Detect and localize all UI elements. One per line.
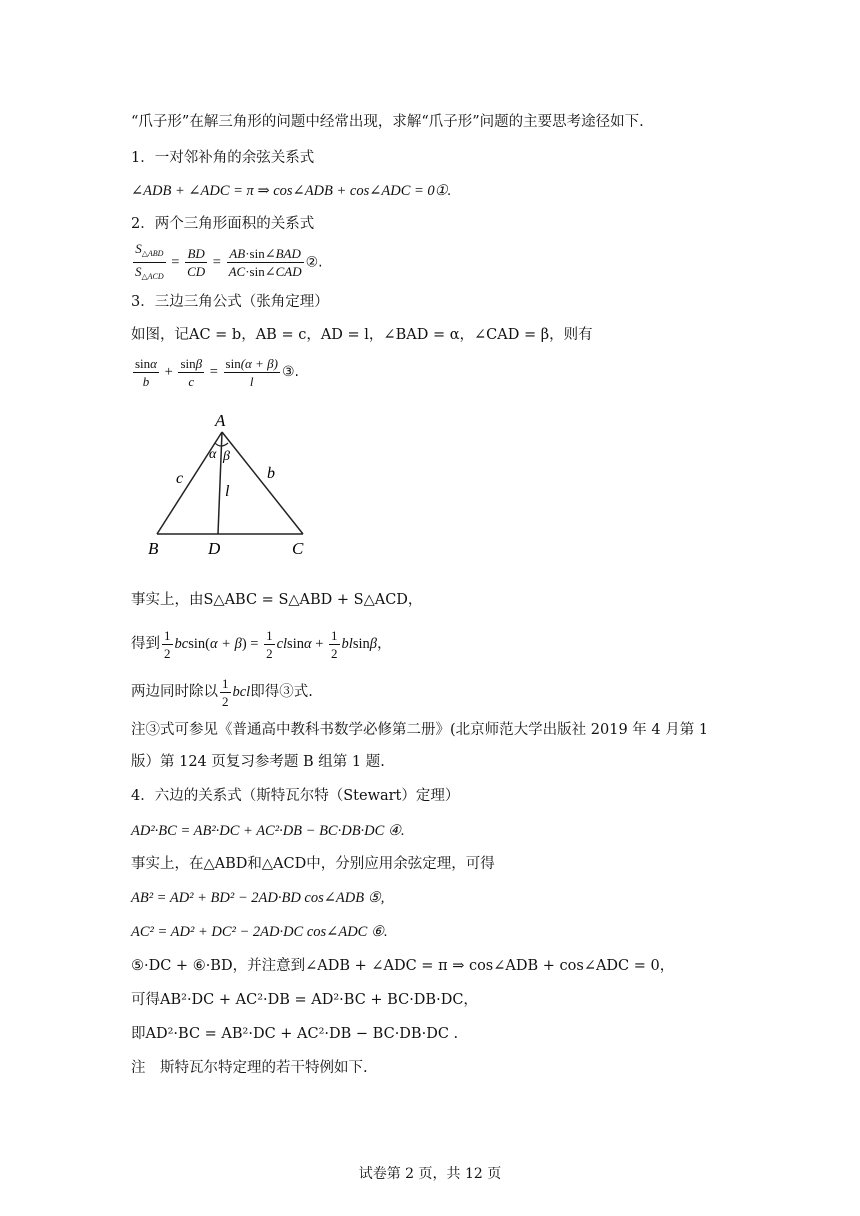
formula-3-tag: ③. [281,364,299,380]
formula-1: ∠ADB + ∠ADC = π ⇒ cos∠ADB + cos∠ADC = 0①. [131,183,452,199]
angle-alpha-label: α [209,447,217,462]
vertex-D-label: D [208,539,221,558]
side-c-label: c [176,470,184,487]
note-line-1: 注③式可参见《普通高中教科书数学必修第二册》(北京师范大学出版社 2019 年 4 月第 1 [131,722,709,738]
proof-line-3-prefix: 两边同时除以 [131,684,218,700]
formula-5: AB² = AD² + BD² − 2AD·BD cos∠ADB ⑤, [131,890,385,906]
note-line-2: 版）第 124 页复习参考题 B 组第 1 题. [131,754,385,770]
proof-line-3: 两边同时除以 $\frac{1}{2}$ bcl即得③式. [131,675,313,709]
formula-7: ⑤·DC + ⑥·BD，并注意到∠ADB + ∠ADC = π ⇒ cos∠ADB + cos∠ADC = 0， [131,958,675,974]
proof-line-2-prefix: 得到 [131,636,160,652]
side-b-label: b [267,465,275,482]
page-footer: 试卷第 2 页，共 12 页 [358,1166,502,1182]
section-3-heading: 3．三边三角公式（张角定理） [131,294,329,310]
proof-line-2-end: ， [376,636,392,652]
section-1-heading: 1．一对邻补角的余弦关系式 [131,150,315,166]
proof-line-2: 得到 $\frac{1}{2}$ bcsin(α + β) = $\frac{1}{2}$ clsinα + $\frac{1}{2}$ blsinβ， [131,627,392,661]
section-3-text: 如图，记AC = b，AB = c，AD = l，∠BAD = α，∠CAD = β，则有 [131,327,593,343]
vertex-C-label: C [292,539,304,558]
formula-4: AD²·BC = AB²·DC + AC²·DB − BC·DB·DC ④. [131,823,405,839]
intro-paragraph: “爪子形”在解三角形的问题中经常出现，求解“爪子形”问题的主要思考途径如下. [131,114,644,130]
formula-3: $\frac{\sin\alpha}{b}$ + $\frac{\sin\beta}{c}$ = $\frac{\sin(\alpha + \beta)}{l}$ ③. [135,355,299,389]
section-4-heading: 4．六边的关系式（斯特瓦尔特（Stewart）定理） [131,788,460,804]
vertex-A-label: A [215,411,226,430]
section-2-heading: 2．两个三角形面积的关系式 [131,216,315,232]
formula-9: 即AD²·BC = AB²·DC + AC²·DB − BC·DB·DC . [131,1026,459,1042]
vertex-B-label: B [148,539,159,558]
triangle-figure [140,408,320,568]
formula-2-tag: ②. [305,254,323,271]
formula-2: $\frac{S_{\triangle ABD}}{S_{\triangle ACD}}$ = $\frac{BD}{CD}$ = $\frac{\text{AB·sin∠BAD}}{\text{AC·sin∠CAD}}$ ②. [135,241,323,281]
angle-beta-label: β [223,449,230,464]
formula-8: 可得AB²·DC + AC²·DB = AD²·BC + BC·DB·DC， [131,992,478,1008]
proof-line-3-suffix: 即得③式. [250,684,313,700]
formula-6: AC² = AD² + DC² − 2AD·DC cos∠ADC ⑥. [131,924,388,940]
proof-line-1: 事实上，由S△ABC = S△ABD + S△ACD， [131,592,423,608]
section-4-note: 注 斯特瓦尔特定理的若干特例如下. [131,1060,368,1076]
segment-l-label: l [225,483,230,500]
section-4-text: 事实上，在△ABD和△ACD中，分别应用余弦定理，可得 [131,856,495,872]
